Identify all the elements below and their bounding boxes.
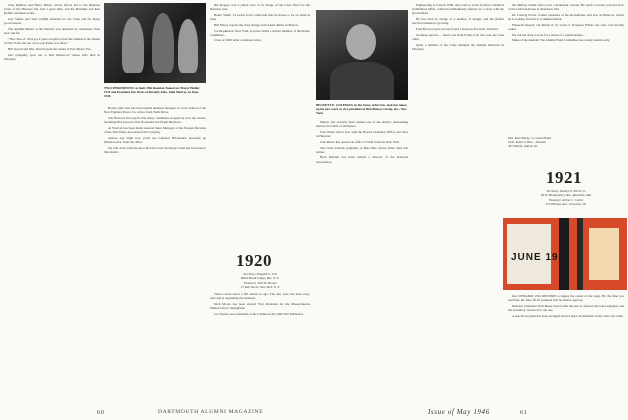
column-paragraph: Financial Report: On March 8, by word of Treasurer Elliott, the class was fiscally sound. bbox=[508, 22, 624, 31]
column-paragraph: Bill Emery reports the class doings at the latest dinner in Boston. bbox=[214, 22, 299, 27]
photo-caption-lead: TWO PINKERTONS: bbox=[104, 86, 135, 90]
photo-figure bbox=[178, 19, 198, 73]
secretary-address: 90 W. Montgomery Ave., Rockville, Md. bbox=[540, 193, 592, 197]
column-paragraph: There's news about a fall season so ago. The new year, has been long-tone and is expanding the business. bbox=[210, 292, 310, 301]
column-paragraph: Dr. Ludwig Ferrer, former president of the Rockefeller, and now in Hanover, writes he is looking forward to Commencement. bbox=[508, 12, 624, 22]
address-line: Mrs. Kate Hardy, c/o Great Plains bbox=[508, 136, 552, 140]
column-paragraph: Quite a number of the Class attended the Alumni luncheon in February. bbox=[412, 42, 504, 51]
portrait-head bbox=[346, 24, 376, 60]
column-paragraph: Herb Kilburn has been named a director of the National Association. bbox=[316, 155, 408, 164]
cover-stripe bbox=[577, 218, 583, 290]
column-paragraph: A special program has been arranged and we hope all members of the class can come. bbox=[512, 313, 624, 318]
treasurer-address: 15 Wall Street, New York, N. Y. bbox=[240, 285, 280, 289]
address-line: Tech, Route 2, Box—Wonton bbox=[508, 140, 546, 144]
right-column-3 bbox=[508, 3, 624, 133]
class-year-heading: 1921 bbox=[546, 168, 582, 187]
column-paragraph: Al Wolcott has been made General Sales Manager of the Eastern Division of the Title Water Associated Oil Company. bbox=[104, 125, 206, 134]
treasurer-line: Treasurer, John H. Brown bbox=[243, 281, 277, 285]
column-paragraph: “The class of 1914 got a great reception from the alumni at the dinner in New York and our own Leon Parks was there.” bbox=[4, 36, 100, 46]
right-column-2 bbox=[412, 3, 504, 403]
column-paragraph: Howie Gale who has been named business manager at a new station of the New England Power Co. writes from Wells River. bbox=[104, 106, 206, 115]
secretary-line: Secretary, Stanley E. Pierce Jr. bbox=[546, 189, 586, 193]
secretary-line: Secretary, Shepard G. Fox bbox=[243, 272, 277, 276]
column-paragraph: Heber Smith '14 writes from California that he hopes to be on hand in June. bbox=[210, 12, 310, 22]
cover-panel bbox=[589, 228, 619, 280]
left-column-3-continued bbox=[210, 292, 310, 402]
column-paragraph: Guy Shuler and Tom Griffith attended for the Class and for many good reasons. bbox=[4, 17, 100, 26]
column-paragraph: Chet DeMoss and Harry Henry, whose efforts led to the Reunion Class of the Hanover Inn, had a great time, and the Hawkins and Ken Rollins attended as fine. bbox=[4, 3, 100, 16]
column-paragraph: The Hanover Inn reports that many classmates stopped by over the winter, including Hal Atwood, Don Norstrand and Frank Morrison. bbox=[104, 115, 206, 125]
column-paragraph: He has been in charge of a number of design, and the Reflex Service business is growing. bbox=[412, 17, 504, 26]
treasurer-line: Treasurer, Arthur L. Culver bbox=[548, 198, 584, 202]
right-column-3-continued bbox=[508, 294, 624, 402]
portrait-caption bbox=[316, 103, 408, 115]
column-paragraph: Graduate reports — here's one from Frank Cole who sees the class often. bbox=[412, 32, 504, 41]
column-paragraph: Joe Weaver was Chairman of the Cabinet at the 1920 War Memorial. bbox=[214, 311, 304, 316]
column-paragraph: Jack Moser has opened an office on Wall Street in New York. bbox=[320, 139, 400, 144]
column-paragraph: Fred Brown reports he has found a house in Norwich, Vermont. bbox=[416, 26, 499, 31]
column-paragraph: Manor, has recently been named one of the Army's outstanding men by the Chief of Ordnance. bbox=[316, 120, 408, 129]
portrait-photo bbox=[316, 10, 408, 100]
column-paragraph: Class of 1920 letter continues below. bbox=[214, 38, 262, 43]
cover-text: JUNE 19 bbox=[511, 252, 559, 263]
treasurer-address: 525 Hinman Ave., Evanston, Ill. bbox=[545, 202, 587, 206]
photo-caption-text: at their 25th Reunion Tomorrow Mayer Hedley 1914 and President Jim Davis of Dorothy Fido, John Murray, in June 1939. bbox=[104, 86, 200, 98]
column-paragraph: The Class extends sympathy to Ben Hale whose father died this winter. bbox=[316, 145, 408, 154]
page-number: 61 bbox=[520, 409, 528, 416]
class-photo bbox=[104, 3, 206, 83]
column-paragraph: The Alumni Dinner at the Waldorf was attended by classmates from near and far. bbox=[4, 26, 100, 36]
column-paragraph: Reunion Chairman Walt Bauer reports that the tent is ordered, the band engaged, and the dormitory reserved for our use. bbox=[508, 303, 624, 313]
column-paragraph: Make of the Alumni: The Alumni Fund Committee has wisely started early. bbox=[512, 38, 611, 43]
column-paragraph: Almost any night now you'll see Clarence Brissenden motoring up Madison Ave. from the office. bbox=[104, 135, 206, 144]
portrait-shoulders bbox=[330, 62, 394, 100]
column-paragraph: Rip Rogers, new London tract, is in charge of the Class Fund for the Reunion year. bbox=[210, 3, 310, 12]
column-paragraph: Engineering at Case in 1939, then went to work for Ross Chemical in Midland, Mich., where he immediately entered on a career with the government. bbox=[412, 3, 504, 16]
column-paragraph: Joe Hopkinson, New York, is in the 1920s a charter member of the dinner committee. bbox=[210, 28, 310, 37]
column-paragraph: We will close with the news that the Class Secretary's mail has been heavy this month. bbox=[104, 145, 206, 154]
secretary-address: Blind Brook Lodge, Rye, N. Y. bbox=[240, 276, 280, 280]
column-paragraph: the military ladder and is now a lieutenant colonel. He sends a lovely postcard view of the farm landscape at Aberdeen, Md. bbox=[508, 3, 624, 12]
page-number: 60 bbox=[97, 409, 105, 416]
column-paragraph: Our sympathy goes out to Red Kirkwood whose wife died in February. bbox=[4, 52, 100, 61]
left-column-3 bbox=[210, 3, 310, 247]
column-paragraph: Bill Sewall and Mrs. Sewall spent the winter at Fort Myers, Fla. bbox=[8, 46, 92, 51]
cover-stripe bbox=[559, 218, 569, 290]
photo-figure bbox=[122, 17, 144, 73]
column-paragraph: Our DYNAMIC 25th REUNION occupies the center of the stage. By the time you read this, the June 18-19 weekend will be almost upon us. bbox=[508, 294, 624, 303]
right-column-1 bbox=[316, 120, 408, 402]
photo-figure bbox=[152, 13, 174, 73]
column-paragraph: Jack Weiss Vail is now with the Boston Ordnance Office and lives in Hanover. bbox=[316, 129, 408, 139]
address-line: 455 Wilton, Jailton, Ill. bbox=[508, 144, 538, 148]
reunion-cover-illustration bbox=[503, 218, 627, 290]
right-page bbox=[314, 0, 628, 420]
photo-caption bbox=[104, 86, 206, 98]
column-paragraph: We ask the class to look for a return of a questionnaire. bbox=[512, 32, 584, 37]
issue-date: Issue of May 1946 bbox=[428, 408, 490, 416]
left-column-2 bbox=[104, 106, 206, 402]
portrait-caption-lead: BECKETT E. COLEMAN, bbox=[316, 103, 354, 107]
column-paragraph: Dick Moore has been elected Vice President for the Massachusetts Mutual Life in Springfield. bbox=[210, 301, 310, 311]
class-year-heading: 1920 bbox=[236, 251, 272, 270]
magazine-title: DARTMOUTH ALUMNI MAGAZINE bbox=[158, 409, 264, 415]
left-column-1 bbox=[4, 3, 100, 403]
portrait-caption-text: in the Army, John Van. Jack has taken up his new work as vice president of Distributors Group, Inc., New York. bbox=[316, 103, 407, 115]
